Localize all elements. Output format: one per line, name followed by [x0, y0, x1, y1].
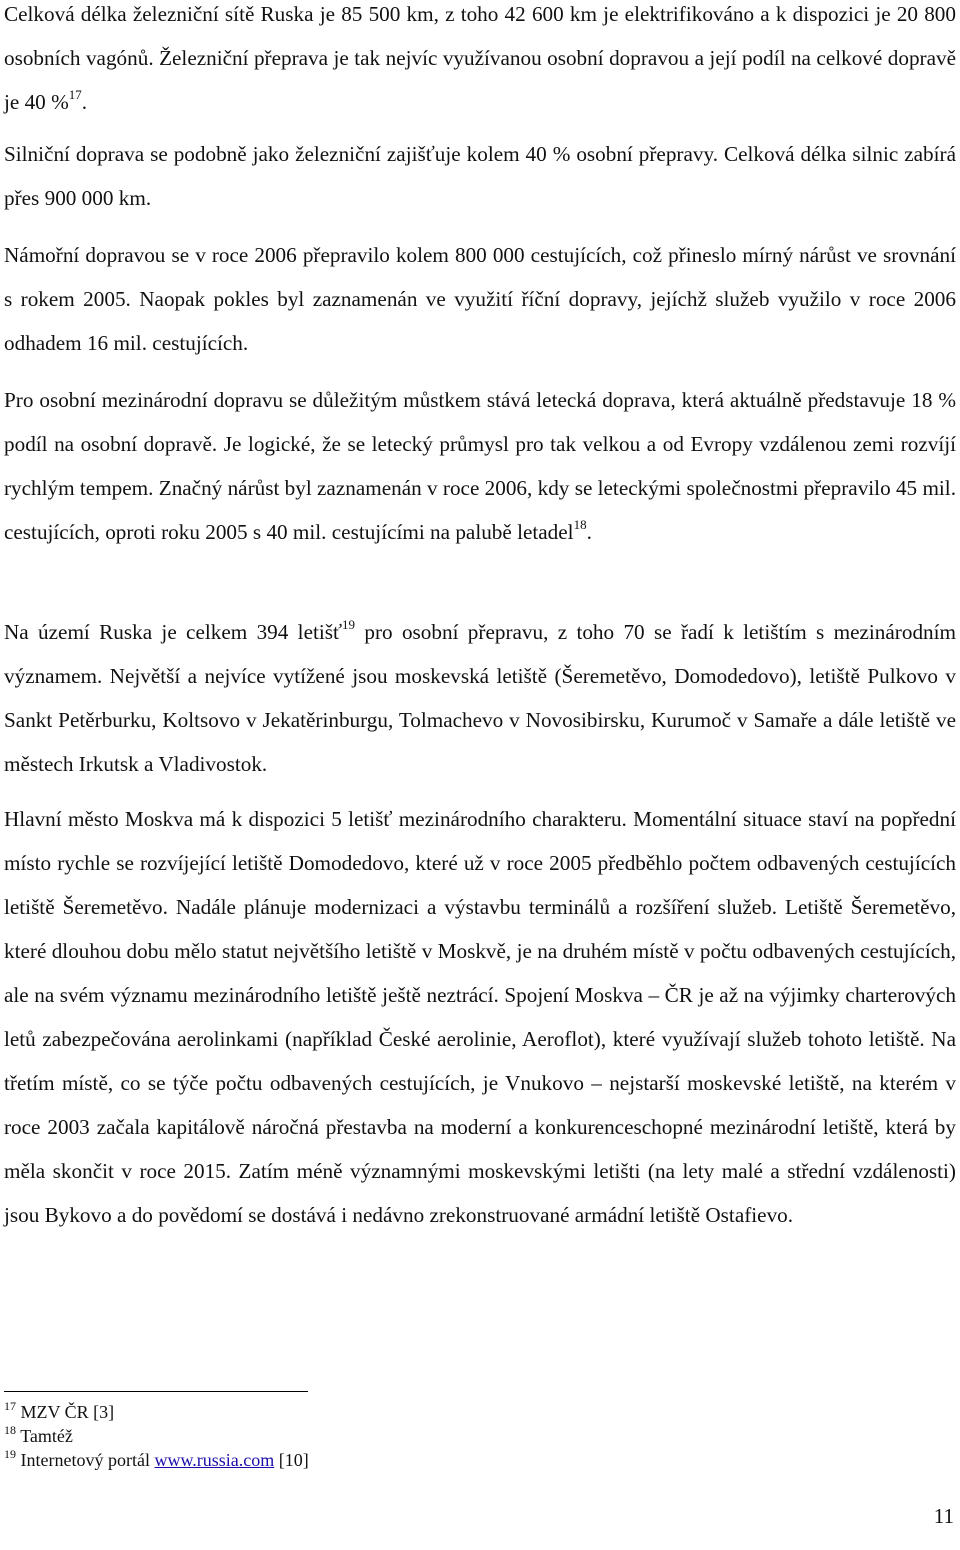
footnote-ref-19: 19: [342, 616, 356, 632]
footnote-19: [4, 1448, 309, 1472]
paragraph-moscow-airports: [4, 797, 956, 1237]
paragraph-text: Námořní dopravou se v roce 2006 přepravilo kolem 800 000 cestujících, což přineslo mírný nárůst ve srovnání s rokem 2005. Naopak pokles byl zaznamenán ve využití říční dopravy, jejíchž služeb využilo v roce 2006 odhadem 16 mil. cestujících.: [4, 243, 956, 355]
paragraph-text: Celková délka železniční sítě Ruska je 85 500 km, z toho 42 600 km je elektrifikováno a k dispozici je 20 800 osobních vagónů. Železniční přeprava je tak nejvíc využívanou osobní dopravou a její podíl na celkové dopravě je 40 %: [4, 2, 956, 114]
footnote-ref-18: 18: [573, 516, 587, 532]
footnote-number: 19: [4, 1447, 16, 1461]
paragraph-text: Pro osobní mezinárodní dopravu se důležitým můstkem stává letecká doprava, která aktuálně představuje 18 % podíl na osobní dopravě. Je logické, že se letecký průmysl pro tak velkou a od Evropy vzdálenou zemi rozvíjí rychlým tempem. Značný nárůst byl zaznamenán v roce 2006, kdy se leteckými společnostmi přepravilo 45 mil. cestujících, oproti roku 2005 s 40 mil. cestujícími na palubě letadel: [4, 388, 956, 544]
footnote-number: 18: [4, 1423, 16, 1437]
paragraph-maritime: [4, 233, 956, 365]
russia-com-link[interactable]: www.russia.com: [154, 1450, 275, 1470]
footnote-text: Internetový portál: [20, 1450, 155, 1470]
paragraph-road: [4, 132, 956, 220]
footnotes: [4, 1400, 309, 1472]
paragraph-text: pro osobní přepravu, z toho 70 se řadí k letištím s mezinárodním významem. Největší a nejvíce vytížené jsou moskevská letiště (Šeremetěvo, Domodedovo), letiště Pulkovo v Sankt Petěrburku, Koltsovo v Jekatěrinburgu, Tolmachevo v Novosibirsku, Kurumoč v Samaře a dále letiště ve městech Irkutsk a Vladivostok.: [4, 620, 956, 776]
paragraph-text: .: [81, 90, 88, 114]
paragraph-text: .: [586, 520, 592, 544]
page-number: 11: [933, 1504, 954, 1528]
paragraph-railway: [4, 0, 956, 124]
paragraph-text: Hlavní město Moskva má k dispozici 5 letišť mezinárodního charakteru. Momentální situace staví na popřední místo rychle se rozvíjející letiště Domodedovo, které už v roce 2005 předběhlo počtem odbavených cestujících letiště Šeremetěvo. Nadále plánuje modernizaci a výstavbu terminálů a rozšíření služeb. Letiště Šeremetěvo, které dlouhou dobu mělo statut největšího letiště v Moskvě, je na druhém místě v počtu odbavených cestujících, ale na svém významu mezinárodního letiště ještě neztrácí. Spojení Moskva – ČR je až na výjimky charterových letů zabezpečována aerolinkami (například České aerolinie, Aeroflot), které využívají služeb tohoto letiště. Na třetím místě, co se týče počtu odbavených cestujících, je Vnukovo – nejstarší moskevské letiště, na kterém v roce 2003 začala kapitálově náročná přestavba na moderní a konkurenceschopné mezinárodní letiště, která by měla skončit v roce 2015. Zatím méně významnými moskevskými letišti (na lety malé a střední vzdálenosti) jsou Bykovo a do povědomí se dostává i nedávno zrekonstruované armádní letiště Ostafievo.: [4, 807, 956, 1227]
paragraph-airports: [4, 610, 956, 786]
footnote-number: 17: [4, 1399, 16, 1413]
footnote-ref-17: 17: [68, 86, 82, 102]
footnote-18: [4, 1424, 309, 1448]
footnote-text: [10]: [274, 1450, 309, 1470]
paragraph-air-transport: [4, 378, 956, 554]
footnote-text: MZV ČR [3]: [20, 1402, 115, 1422]
paragraph-text: Silniční doprava se podobně jako železniční zajišťuje kolem 40 % osobní přepravy. Celková délka silnic zabírá přes 900 000 km.: [4, 142, 956, 210]
footnote-text: Tamtéž: [20, 1426, 73, 1446]
paragraph-text: Na území Ruska je celkem 394 letišť: [4, 620, 343, 644]
footnote-17: [4, 1400, 309, 1424]
footnote-separator: [4, 1391, 308, 1392]
